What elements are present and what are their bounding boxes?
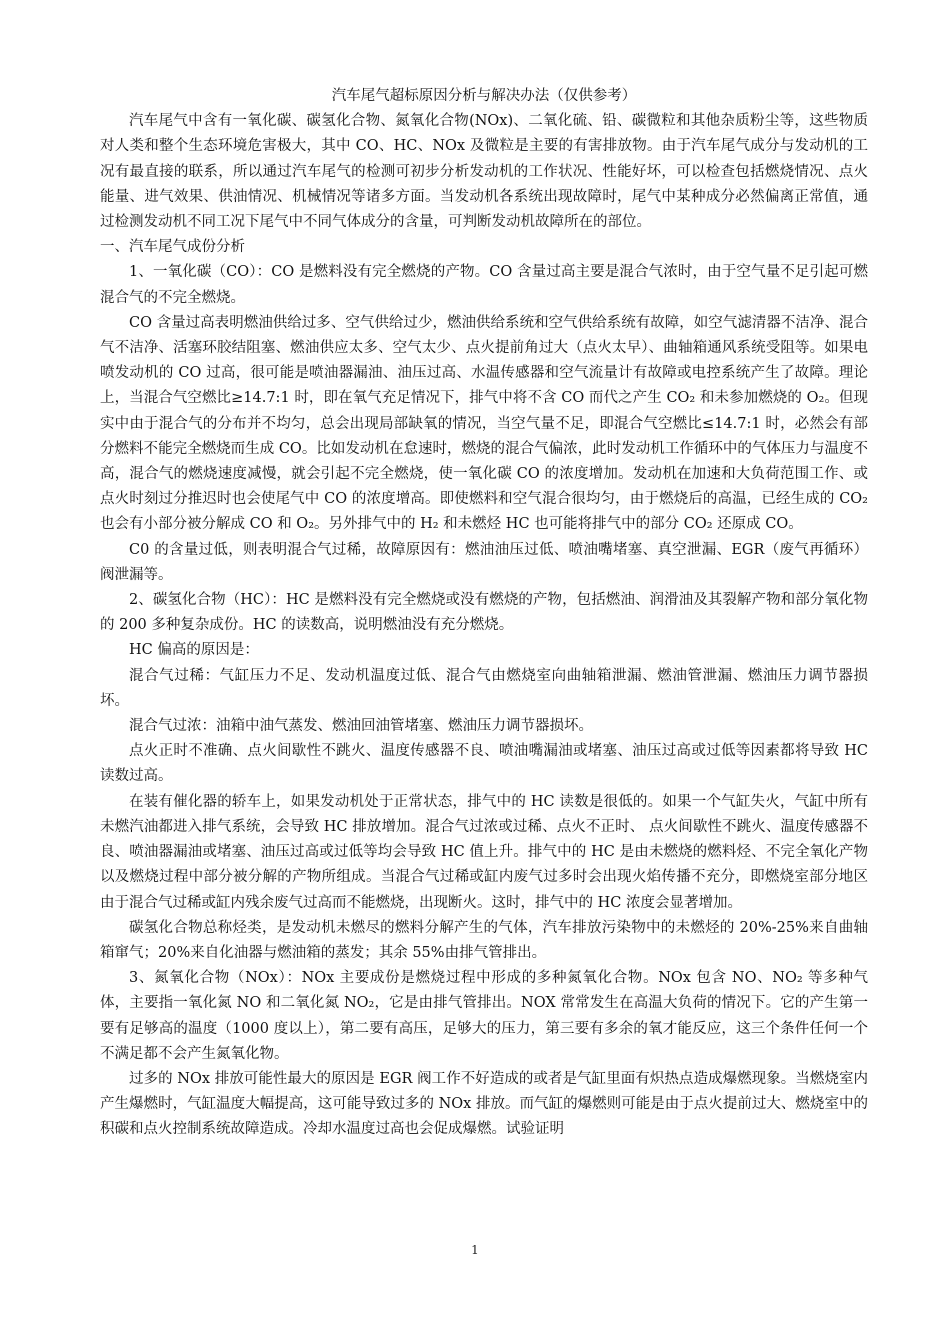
- document-body: [100, 84, 868, 1143]
- document-title: 汽车尾气超标原因分析与解决办法（仅供参考）: [331, 88, 637, 104]
- paragraph-hc-causes-intro: HC 偏高的原因是：: [129, 642, 259, 659]
- paragraph-hc-lean: 混合气过稀：气缸压力不足、发动机温度过低、混合气由燃烧室向曲轴箱泄漏、燃油管泄漏、燃油压力调节器损坏。: [100, 667, 868, 709]
- page-number: 1: [471, 1243, 479, 1257]
- paragraph-hc-rich: 混合气过浓：油箱中油气蒸发、燃油回油管堵塞、燃油压力调节器损坏。: [129, 718, 593, 735]
- paragraph-nox-causes: 过多的 NOx 排放可能性最大的原因是 EGR 阀工作不好造成的或者是气缸里面有炽热点造成爆燃现象。当燃烧室内产生爆燃时，气缸温度大幅提高，这可能导致过多的 NOx 排放。而气缸的爆燃则可能是由于点火提前过大、燃烧室中的积碳和点火控制系统故障造成。冷却水温度过高也会促成爆燃。试验证明: [100, 1070, 868, 1138]
- paragraph-hc-sources: 碳氢化合物总称烃类，是发动机未燃尽的燃料分解产生的气体，汽车排放污染物中的未燃烃的 20%-25%来自曲轴箱窜气；20%来自化油器与燃油箱的蒸发；其余 55%由排气管排出。: [100, 919, 868, 961]
- paragraph-hc-ignition: 点火正时不准确、点火间歇性不跳火、温度传感器不良、喷油嘴漏油或堵塞、油压过高或过低等因素都将导致 HC 读数过高。: [100, 743, 868, 785]
- paragraph-hc-definition: 2、碳氢化合物（HC）：HC 是燃料没有完全燃烧或没有燃烧的产物，包括燃油、润滑油及其裂解产物和部分氧化物的 200 多种复杂成份。HC 的读数高，说明燃油没有充分燃烧。: [100, 592, 868, 634]
- section-heading-1: 一、汽车尾气成份分析: [100, 239, 245, 256]
- paragraph-nox-definition: 3、氮氧化合物（NOx）：NOx 主要成份是燃烧过程中形成的多种氮氧化合物。NOx 包含 NO、NO₂ 等多种气体，主要指一氧化氮 NO 和二氧化氮 NO₂，它是由排气管排出。NOX 常常发生在高温大负荷的情况下。它的产生第一要有足够高的温度（1000 度以上），第二要有高压，足够大的压力，第三要有多余的氧才能反应，这三个条件任何一个不满足都不会产生氮氧化物。: [100, 970, 868, 1062]
- paragraph-co-high: CO 含量过高表明燃油供给过多、空气供给过少，燃油供给系统和空气供给系统有故障，如空气滤清器不洁净、混合气不洁净、活塞环胶结阻塞、燃油供应太多、空气太少、点火提前角过大（点火太早）、曲轴箱通风系统受阻等。如果电喷发动机的 CO 过高，很可能是喷油器漏油、油压过高、水温传感器和空气流量计有故障或电控系统产生了故障。理论上，当混合气空燃比≥14.7:1 时，即在氧气充足情况下，排气中将不含 CO 而代之产生 CO₂ 和未参加燃烧的 O₂。但现实中由于混合气的分布并不均匀，总会出现局部缺氧的情况，当空气量不足，即混合气空燃比≤14.7:1 时，必然会有部分燃料不能完全燃烧而生成 CO。比如发动机在怠速时，燃烧的混合气偏浓，此时发动机工作循环中的气体压力与温度不高，混合气的燃烧速度减慢，就会引起不完全燃烧，使一氧化碳 CO 的浓度增加。发动机在加速和大负荷范围工作、或点火时刻过分推迟时也会使尾气中 CO 的浓度增高。即使燃料和空气混合很均匀，由于燃烧后的高温，已经生成的 CO₂ 也会有小部分被分解成 CO 和 O₂。另外排气中的 H₂ 和未燃烃 HC 也可能将排气中的部分 CO₂ 还原成 CO。: [100, 314, 868, 533]
- paragraph-hc-catalyst: 在装有催化器的轿车上，如果发动机处于正常状态，排气中的 HC 读数是很低的。如果一个气缸失火，气缸中所有未燃汽油都进入排气系统，会导致 HC 排放增加。混合气过浓或过稀、点火不正时、 点火间歇性不跳火、温度传感器不良、喷油器漏油或堵塞、油压过高或过低等均会导致 HC 值上升。排气中的 HC 是由未燃烧的燃料烃、不完全氧化产物以及燃烧过程中部分被分解的产物所组成。当混合气过稀或缸内废气过多时会出现火焰传播不充分，即燃烧室部分地区由于混合气过稀或缸内残余废气过高而不能燃烧，出现断火。这时，排气中的 HC 浓度会显著增加。: [100, 793, 868, 911]
- paragraph-co-low: C0 的含量过低，则表明混合气过稀，故障原因有：燃油油压过低、喷油嘴堵塞、真空泄漏、EGR（废气再循环）阀泄漏等。: [100, 541, 868, 583]
- paragraph-intro: 汽车尾气中含有一氧化碳、碳氢化合物、氮氧化合物(NOx)、二氧化硫、铅、碳微粒和其他杂质粉尘等，这些物质对人类和整个生态环境危害极大，其中 CO、HC、NOx 及微粒是主要的有害排放物。由于汽车尾气成分与发动机的工况有最直接的联系，所以通过汽车尾气的检测可初步分析发动机的工作状况、性能好坏，可以检查包括燃烧情况、点火能量、进气效果、供油情况、机械情况等诸多方面。当发动机各系统出现故障时，尾气中某种成分必然偏离正常值，通过检测发动机不同工况下尾气中不同气体成分的含量，可判断发动机故障所在的部位。: [100, 113, 868, 231]
- paragraph-co-definition: 1、一氧化碳（CO）：CO 是燃料没有完全燃烧的产物。CO 含量过高主要是混合气浓时，由于空气量不足引起可燃混合气的不完全燃烧。: [100, 264, 868, 306]
